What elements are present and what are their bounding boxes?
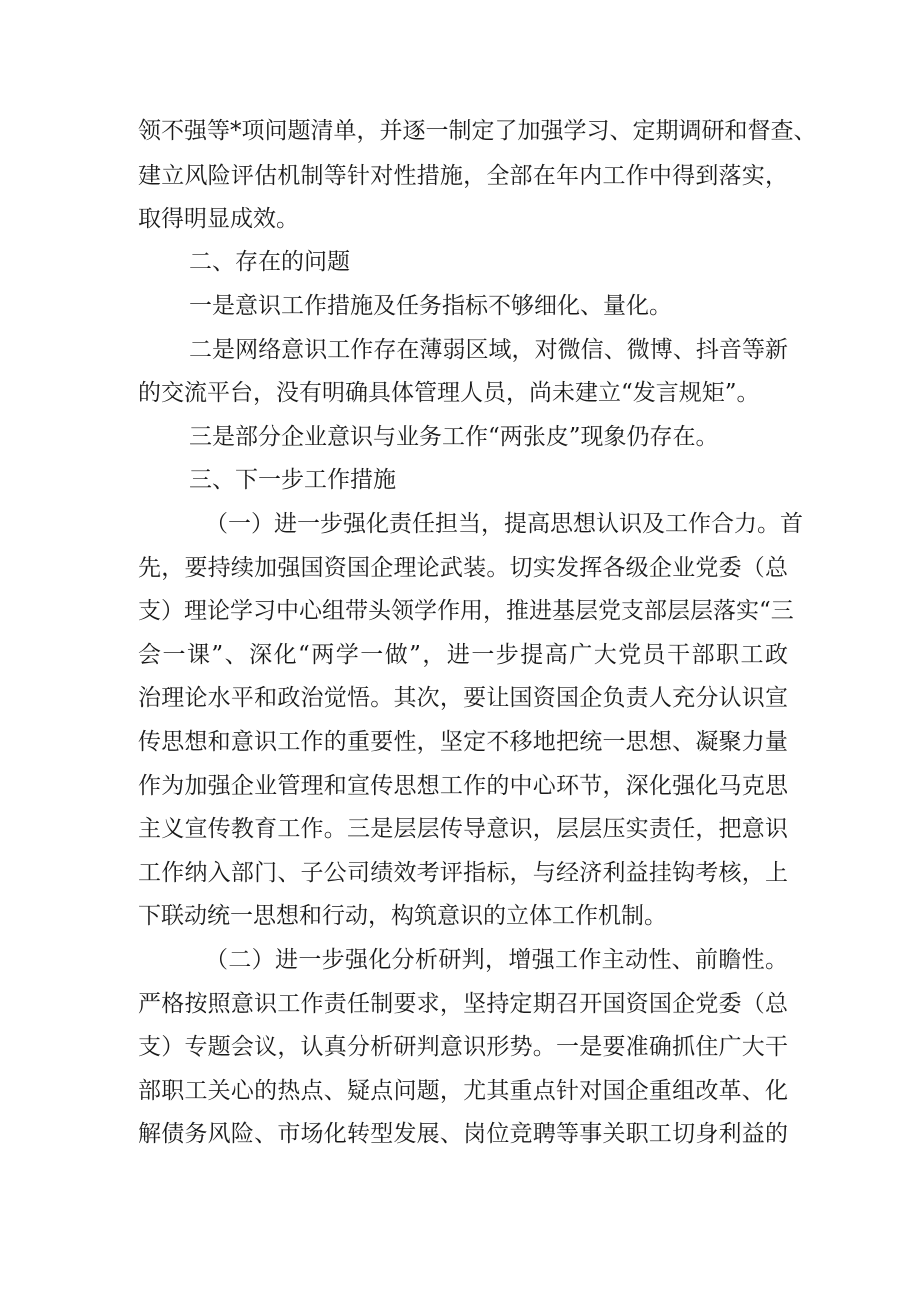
text-line: 支）专题会议，认真分析研判意识形势。一是要准确抓住广大干 [138, 1034, 788, 1060]
text-line: 支）理论学习中心组带头领学作用，推进基层党支部层层落实“三 [138, 598, 794, 624]
text-line: 的交流平台，没有明确具体管理人员，尚未建立“发言规矩”。 [138, 380, 760, 406]
text-line: 主义宣传教育工作。三是层层传导意识，层层压实责任，把意识 [138, 816, 788, 842]
text-line: 领不强等*项问题清单，并逐一制定了加强学习、定期调研和督查、 [138, 118, 817, 144]
text-line: 取得明显成效。 [138, 206, 299, 232]
text-line: 治理论水平和政治觉悟。其次，要让国资国企负责人充分认识宣 [138, 685, 788, 711]
text-line: 会一课”、深化“两学一做”，进一步提高广大党员干部职工政 [138, 642, 788, 668]
section-heading: 三、下一步工作措施 [189, 467, 396, 493]
text-line: （一）进一步强化责任担当，提高思想认识及工作合力。首 [205, 511, 803, 537]
text-line: 解债务风险、市场化转型发展、岗位竞聘等事关职工切身利益的 [138, 1121, 788, 1147]
text-line: 三是部分企业意识与业务工作“两张皮”现象仍存在。 [189, 424, 719, 450]
text-line: （二）进一步强化分析研判，增强工作主动性、前瞻性。 [205, 947, 788, 973]
text-line: 下联动统一思想和行动，构筑意识的立体工作机制。 [138, 903, 667, 929]
text-line: 作为加强企业管理和宣传思想工作的中心环节，深化强化马克思 [138, 773, 788, 799]
text-line: 严格按照意识工作责任制要求，坚持定期召开国资国企党委（总 [138, 991, 788, 1017]
text-line: 传思想和意识工作的重要性，坚定不移地把统一思想、凝聚力量 [138, 729, 788, 755]
section-heading: 二、存在的问题 [189, 249, 350, 275]
text-line: 工作纳入部门、子公司绩效考评指标，与经济利益挂钩考核，上 [138, 860, 788, 886]
text-line: 二是网络意识工作存在薄弱区域，对微信、微博、抖音等新 [189, 337, 788, 363]
text-line: 部职工关心的热点、疑点问题，尤其重点针对国企重组改革、化 [138, 1078, 788, 1104]
text-line: 先，要持续加强国资国企理论武装。切实发挥各级企业党委（总 [138, 555, 788, 581]
text-line: 建立风险评估机制等针对性措施，全部在年内工作中得到落实， [138, 163, 788, 189]
text-line: 一是意识工作措施及任务指标不够细化、量化。 [189, 293, 672, 319]
